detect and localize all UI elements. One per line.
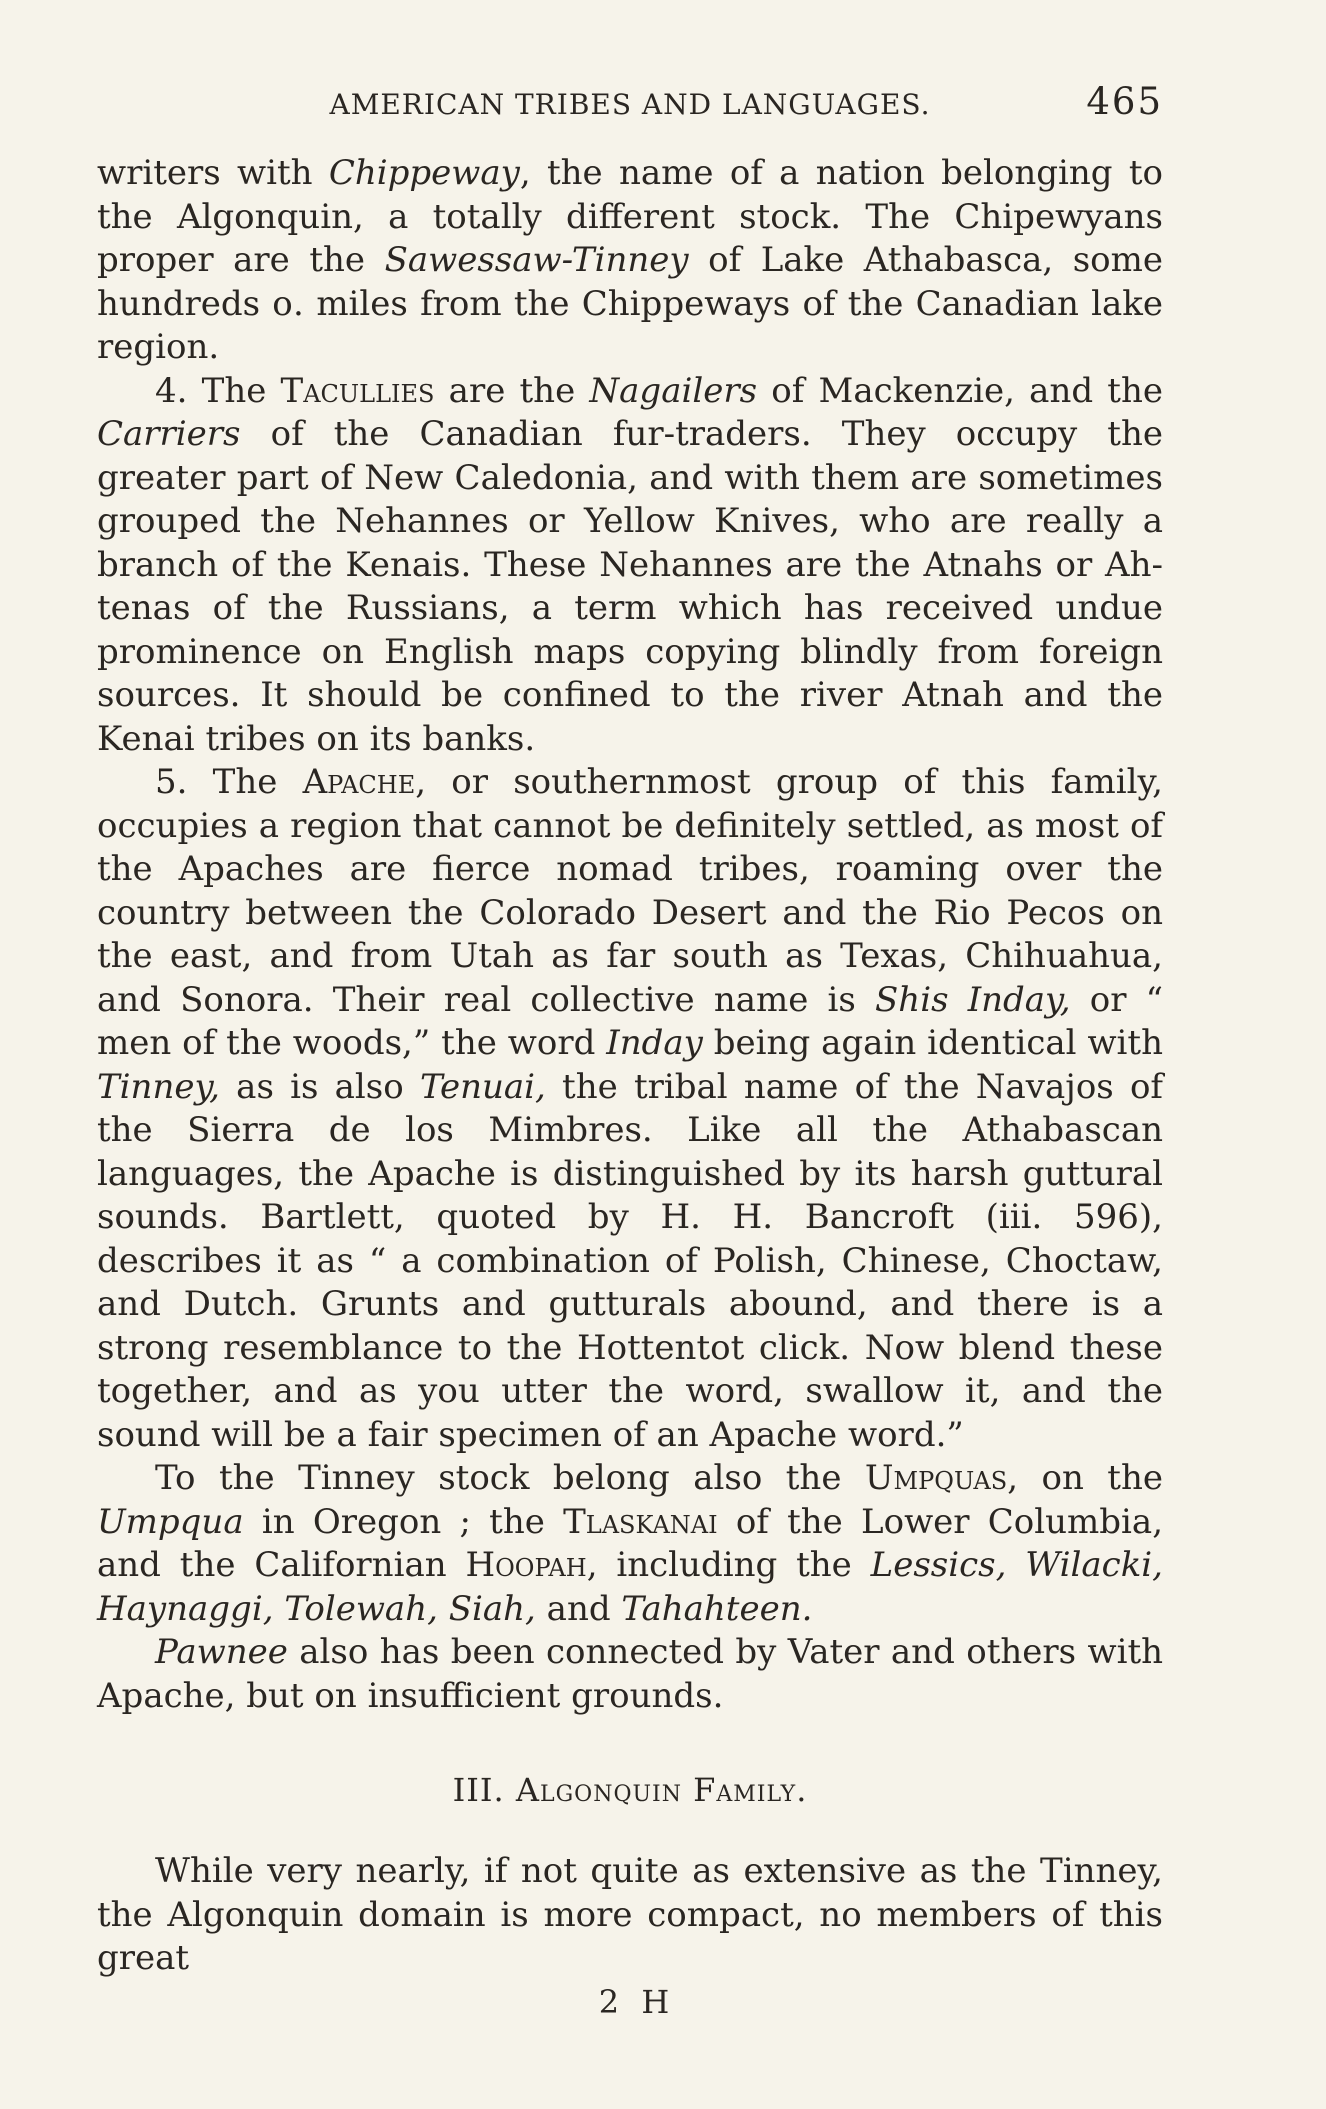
paragraph-continued: writers with Chippeway, the name of a nation belonging to the Algonquin, a totally different stock. The Chipewyans proper are the Sawessaw-Tinney of Lake Athabasca, some hundreds o․ miles from the Chippeways of the Canadian lake region. [97, 153, 1164, 367]
paragraph-apache: 5. The Apache, or southernmost group of this family, occupies a region that cannot be definitely settled, as most of the Apaches are fierce nomad tribes, roaming over the country between the Colorado Desert and the Rio Pecos on the east, and from Utah as far south as Texas, Chihuahua, and Sonora. Their real collective name is Shis Inday, or “ men of the woods,” the word Inday being again identical with Tinney, as is also Tenuai, the tribal name of the Navajos of the Sierra de los Mimbres. Like all the Athabascan languages, the Apache is distinguished by its harsh guttural sounds. Bartlett, quoted by H. H. Bancroft (iii. 596), describes it as “ a combination of Polish, Chinese, Choctaw, and Dutch. Grunts and gutturals abound, and there is a strong resemblance to the Hottentot click. Now blend these together, and as you utter the word, swallow it, and the sound will be a fair specimen of an Apache word.” [97, 762, 1163, 1455]
book-page [97, 78, 1163, 2078]
section-heading: III. Algonquin Family. [452, 1771, 808, 1809]
running-title: AMERICAN TRIBES AND LANGUAGES. [329, 88, 931, 121]
paragraph-tacullies: 4. The Tacullies are the Nagailers of Mackenzie, and the Carriers of the Canadian fur-traders. They occupy the greater part of New Caledonia, and with them are sometimes grouped the Nehannes or Yellow Knives, who are really a branch of the Kenais. These Nehannes are the Atnahs or Ah-tenas of the Russians, a term which has received undue prominence on English maps copying blindly from foreign sources. It should be confined to the river Atnah and the Kenai tribes on its banks. [97, 370, 1163, 759]
page-number: 465 [1086, 80, 1163, 123]
running-head [97, 78, 1163, 134]
paragraph-tinney-stock: To the Tinney stock belong also the Umpquas, on the Umpqua in Oregon ; the Tlaskanai of the Lower Columbia, and the Californian Hoopah, including the Lessics, Wilacki, Haynaggi, Tolewah, Siah, and Tahahteen. [97, 1458, 1164, 1629]
paragraph-algonquin: While very nearly, if not quite as extensive as the Tinney, the Algonquin domain is more compact, no members of this great [97, 1851, 1163, 1978]
body-text [97, 152, 1163, 1981]
paragraph-pawnee: Pawnee also has been connected by Vater and others with Apache, but on insufficient grounds. [97, 1632, 1163, 1716]
signature-mark: 2 H [598, 1982, 676, 2021]
